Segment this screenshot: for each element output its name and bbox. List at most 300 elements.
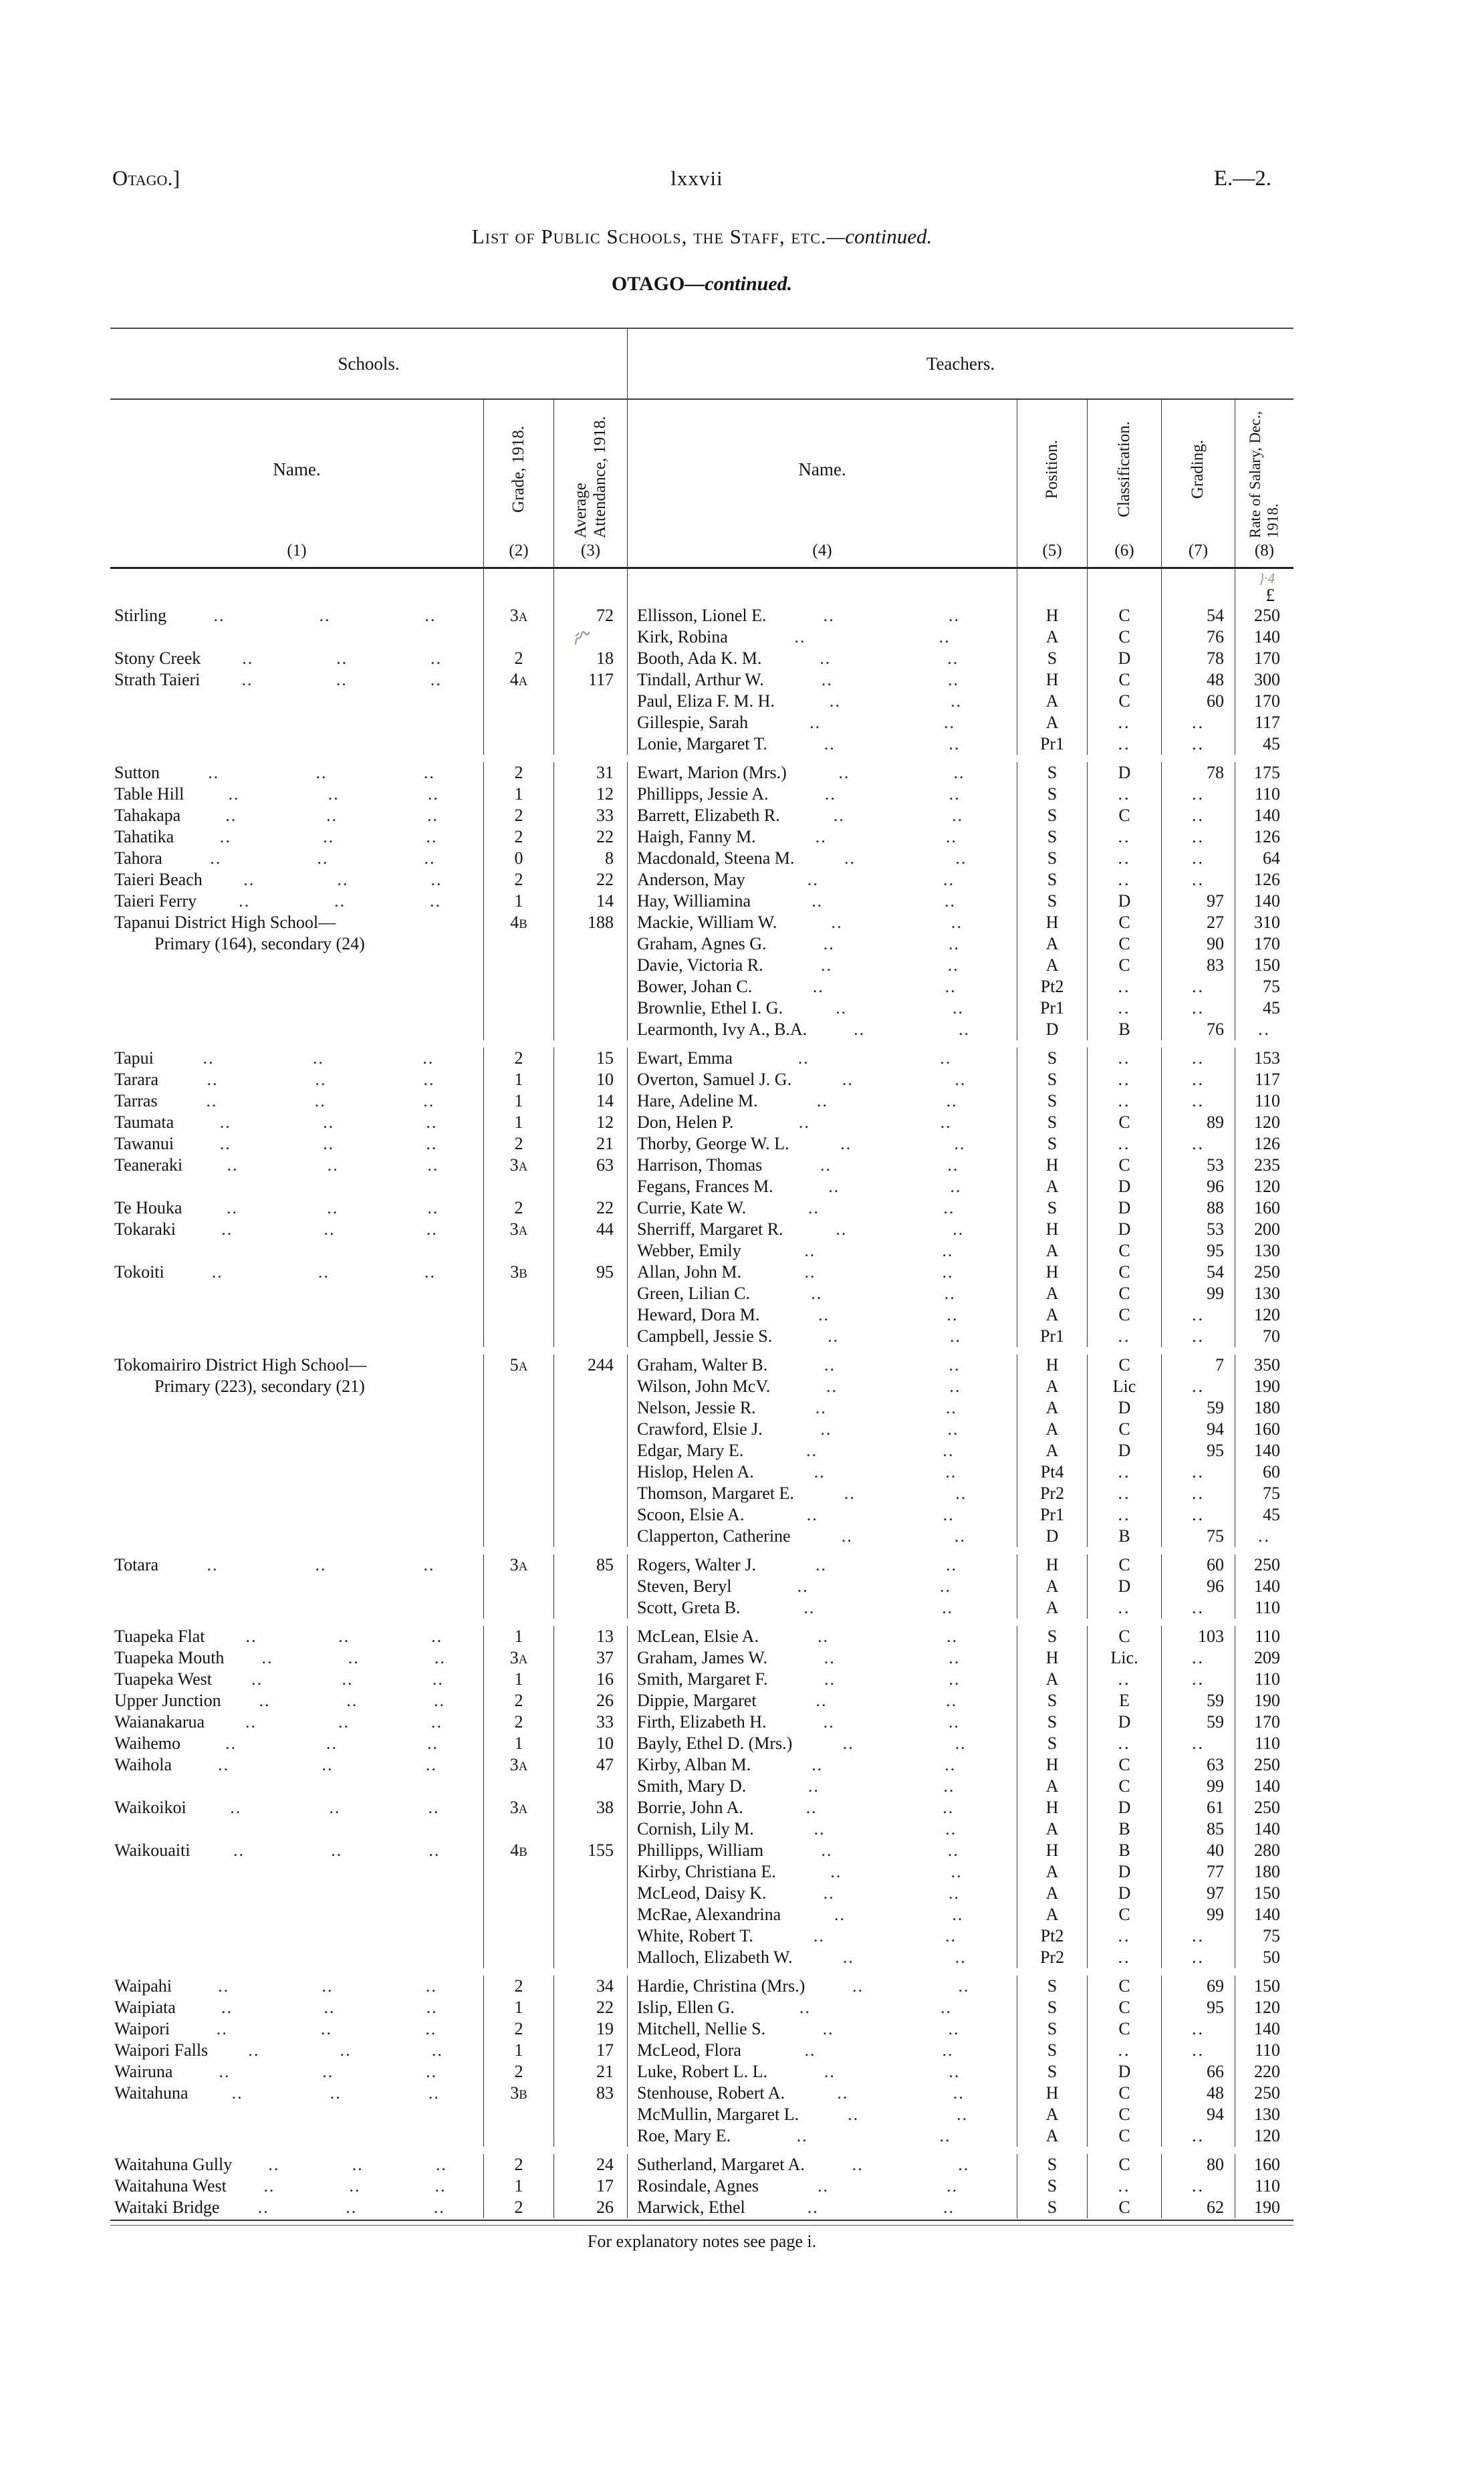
school-name: Table Hill	[114, 784, 184, 804]
attendance-cell	[553, 1776, 627, 1797]
position-cell: A	[1017, 1176, 1087, 1197]
leader-dots: ..	[948, 1712, 960, 1732]
column-number: (6)	[1114, 542, 1134, 560]
leader-dots: ..	[955, 1947, 967, 1967]
attendance-cell: 33	[553, 805, 627, 826]
attendance-cell: 15	[553, 1048, 627, 1069]
grade-cell: 3B	[483, 2083, 553, 2104]
grade-cell	[483, 1861, 553, 1883]
classification-cell: Lic.	[1087, 1647, 1161, 1669]
grade-cell	[483, 1483, 553, 1504]
classification-cell: D	[1087, 762, 1161, 784]
leader-dots: ..	[951, 913, 963, 932]
school-name-cell	[110, 1711, 483, 1733]
grading-cell: ..	[1161, 1069, 1235, 1090]
grading-cell: 96	[1161, 1176, 1235, 1197]
leader-dots: ..	[423, 1070, 435, 1089]
leader-dots: ..	[425, 1976, 437, 1996]
leader-dots: ..	[334, 891, 346, 911]
teacher-name-cell	[627, 1419, 1017, 1440]
leader-dots: ..	[841, 1526, 853, 1546]
leader-dots: ..	[219, 827, 231, 846]
salary-cell: 75	[1235, 976, 1293, 997]
position-cell: A	[1017, 1669, 1087, 1690]
leader-dots: ..	[349, 2176, 361, 2196]
attendance-cell	[553, 1883, 627, 1904]
grade-cell	[483, 1526, 553, 1547]
attendance-cell	[553, 1925, 627, 1947]
grade-cell: 2	[483, 1711, 553, 1733]
table-row	[110, 1754, 1293, 1776]
teacher-name: Marwick, Ethel	[637, 2198, 745, 2217]
salary-currency-cell	[1235, 569, 1293, 605]
classification-cell: D	[1087, 1861, 1161, 1883]
position-cell: A	[1017, 933, 1087, 955]
table-row	[110, 1069, 1293, 1090]
school-name-cell	[110, 1626, 483, 1647]
grade-cell: 2	[483, 762, 553, 784]
school-name-cell	[110, 1883, 483, 1904]
classification-cell: ..	[1087, 1925, 1161, 1947]
table-row	[110, 648, 1293, 669]
school-name-cell	[110, 1354, 483, 1376]
school-name: Teaneraki	[114, 1155, 183, 1175]
teacher-name-cell	[627, 2125, 1017, 2147]
column-number: (3)	[580, 542, 601, 560]
teacher-name: Allan, John M.	[637, 1262, 741, 1282]
school-name-cell	[110, 1219, 483, 1240]
leader-dots: ..	[947, 1419, 959, 1439]
teacher-name: Rosindale, Agnes	[637, 2176, 759, 2196]
classification-cell: C	[1087, 605, 1161, 626]
grading-cell: 59	[1161, 1397, 1235, 1419]
position-cell: H	[1017, 1354, 1087, 1376]
table-row	[110, 1883, 1293, 1904]
leader-dots: ..	[953, 998, 965, 1018]
classification-cell: C	[1087, 2154, 1161, 2175]
leader-dots: ..	[423, 1091, 435, 1110]
grade-cell: 4B	[483, 912, 553, 933]
position-cell: S	[1017, 2061, 1087, 2083]
school-name: Taumata	[114, 1112, 174, 1132]
grade-cell	[483, 712, 553, 733]
grade-cell	[483, 1176, 553, 1197]
leader-dots: ..	[315, 1070, 327, 1089]
leader-dots: ..	[322, 1976, 334, 1996]
leader-dots: ..	[259, 1691, 271, 1710]
teacher-name-cell	[627, 1197, 1017, 1219]
teacher-name-cell	[627, 1576, 1017, 1597]
leader-dots: ..	[949, 784, 961, 804]
leader-dots: ..	[331, 1841, 343, 1860]
leader-dots: ..	[434, 1648, 446, 1667]
salary-cell: 126	[1235, 1133, 1293, 1155]
leader-dots: ..	[842, 1947, 854, 1967]
table-row	[110, 976, 1293, 997]
salary-cell: 175	[1235, 762, 1293, 784]
school-name-cell	[110, 805, 483, 826]
teacher-name: Haigh, Fanny M.	[637, 827, 756, 846]
grade-cell: 3A	[483, 1647, 553, 1669]
school-name: Waipori Falls	[114, 2040, 209, 2060]
grading-cell: ..	[1161, 2125, 1235, 2147]
teacher-name-cell	[627, 1754, 1017, 1776]
leader-dots: ..	[206, 1091, 218, 1110]
leader-dots: ..	[330, 2083, 342, 2103]
table-row	[110, 933, 1293, 955]
attendance-cell: 38	[553, 1797, 627, 1818]
leader-dots: ..	[426, 1112, 438, 1132]
position-cell: S	[1017, 784, 1087, 805]
salary-cell: 45	[1235, 1504, 1293, 1526]
attendance-cell: 14	[553, 891, 627, 912]
classification-cell: ..	[1087, 784, 1161, 805]
school-name-cell	[110, 1554, 483, 1576]
leader-dots: ..	[426, 1134, 438, 1153]
leader-dots: ..	[815, 827, 827, 846]
classification-cell: ..	[1087, 997, 1161, 1019]
school-name-cell	[110, 1997, 483, 2018]
table-row	[110, 1397, 1293, 1419]
teacher-name: McLean, Elsie A.	[637, 1627, 759, 1646]
leader-dots: ..	[837, 2083, 849, 2103]
classification-cell: D	[1087, 1797, 1161, 1818]
teacher-name: Phillipps, William	[637, 1841, 764, 1860]
teacher-name: Macdonald, Steena M.	[637, 848, 795, 868]
leader-dots: ..	[812, 891, 824, 911]
teacher-name-cell	[627, 1304, 1017, 1326]
salary-cell: 120	[1235, 1304, 1293, 1326]
grading-cell: 53	[1161, 1155, 1235, 1176]
leader-dots: ..	[213, 606, 225, 625]
grading-cell: 78	[1161, 648, 1235, 669]
teacher-name-cell	[627, 1483, 1017, 1504]
teacher-name: Graham, James W.	[637, 1648, 767, 1667]
salary-cell: 126	[1235, 826, 1293, 848]
leader-dots: ..	[958, 1976, 970, 1996]
grade-cell	[483, 933, 553, 955]
teacher-name: Brownlie, Ethel I. G.	[637, 998, 783, 1018]
school-name-cell	[110, 1090, 483, 1112]
table-row	[110, 1947, 1293, 1968]
leader-dots: ..	[945, 827, 957, 846]
classification-cell: D	[1087, 1397, 1161, 1419]
column-number: (7)	[1188, 542, 1209, 560]
leader-dots: ..	[942, 1241, 954, 1260]
leader-dots: ..	[211, 1262, 223, 1282]
grade-cell	[483, 691, 553, 712]
position-cell: S	[1017, 1090, 1087, 1112]
leader-dots: ..	[231, 2083, 243, 2103]
salary-cell: 140	[1235, 2018, 1293, 2040]
school-name: Wairuna	[114, 2062, 173, 2081]
leader-dots: ..	[948, 1883, 960, 1903]
teacher-name-cell	[627, 2061, 1017, 2083]
attendance-cell: 24	[553, 2154, 627, 2175]
grade-cell	[483, 1019, 553, 1040]
leader-dots: ..	[829, 691, 841, 711]
grading-cell: 61	[1161, 1797, 1235, 1818]
leader-dots: ..	[943, 870, 955, 889]
teacher-name-cell	[627, 1048, 1017, 1069]
leader-dots: ..	[426, 2062, 438, 2081]
teacher-name-cell	[627, 1526, 1017, 1547]
position-cell: A	[1017, 1376, 1087, 1397]
attendance-cell	[553, 1397, 627, 1419]
teacher-name: McRae, Alexandrina	[637, 1905, 781, 1924]
leader-dots: ..	[824, 1669, 836, 1689]
grade-cell	[483, 733, 553, 755]
leader-dots: ..	[947, 2176, 958, 2196]
grading-cell: 76	[1161, 1019, 1235, 1040]
classification-cell: ..	[1087, 869, 1161, 891]
teacher-name-cell	[627, 1440, 1017, 1461]
school-name: Waihemo	[114, 1734, 180, 1753]
attendance-cell: 13	[553, 1626, 627, 1647]
teacher-name: Campbell, Jessie S.	[637, 1326, 773, 1346]
position-cell: H	[1017, 1840, 1087, 1861]
position-cell: H	[1017, 1554, 1087, 1576]
table-row	[110, 1526, 1293, 1547]
leader-dots: ..	[318, 1262, 330, 1282]
grade-cell	[483, 1597, 553, 1619]
position-cell: H	[1017, 1754, 1087, 1776]
leader-dots: ..	[844, 848, 856, 868]
grade-cell: 2	[483, 2018, 553, 2040]
salary-cell: 200	[1235, 1219, 1293, 1240]
leader-dots: ..	[824, 784, 836, 804]
leader-dots: ..	[823, 1712, 835, 1732]
salary-cell: 120	[1235, 2125, 1293, 2147]
leader-dots: ..	[803, 1598, 816, 1617]
leader-dots: ..	[955, 1734, 967, 1753]
classification-cell: ..	[1087, 1669, 1161, 1690]
position-cell: A	[1017, 1419, 1087, 1440]
grading-cell: ..	[1161, 848, 1235, 869]
leader-dots: ..	[945, 1398, 957, 1417]
attendance-cell: 117	[553, 669, 627, 691]
salary-cell: 110	[1235, 2175, 1293, 2197]
grade-cell	[483, 1947, 553, 1968]
attendance-cell: 10	[553, 1069, 627, 1090]
grade-cell: 2	[483, 2061, 553, 2083]
teacher-name-cell	[627, 626, 1017, 648]
grade-cell	[483, 1397, 553, 1419]
leader-dots: ..	[821, 1841, 833, 1860]
teacher-name-cell	[627, 848, 1017, 869]
school-name-cell	[110, 669, 483, 691]
position-cell: S	[1017, 869, 1087, 891]
leader-dots: ..	[955, 1070, 967, 1089]
school-name: Tokomairiro District High School—	[114, 1355, 367, 1375]
leader-dots: ..	[261, 1648, 273, 1667]
salary-cell: 160	[1235, 2154, 1293, 2175]
leader-dots: ..	[342, 1669, 354, 1689]
attendance-cell: 22	[553, 869, 627, 891]
grading-cell: 90	[1161, 933, 1235, 955]
teacher-name: Thomson, Margaret E.	[637, 1484, 794, 1503]
school-name-cell	[110, 1754, 483, 1776]
school-name-cell	[110, 912, 483, 933]
teacher-name: McLeod, Flora	[637, 2040, 741, 2060]
leader-dots: ..	[425, 1755, 437, 1774]
teacher-name: Wilson, John McV.	[637, 1377, 771, 1396]
school-name-cell	[110, 691, 483, 712]
leader-dots: ..	[949, 1355, 961, 1375]
attendance-cell	[553, 691, 627, 712]
grading-cell: ..	[1161, 869, 1235, 891]
attendance-cell: 95	[553, 1262, 627, 1283]
attendance-cell	[553, 1504, 627, 1526]
grading-cell: ..	[1161, 712, 1235, 733]
grading-cell: 75	[1161, 1526, 1235, 1547]
column-number: (8)	[1254, 542, 1275, 560]
leader-dots: ..	[257, 2198, 269, 2217]
classification-cell: ..	[1087, 733, 1161, 755]
teacher-name: Hare, Adeline M.	[637, 1091, 758, 1110]
salary-cell: ..	[1235, 1526, 1293, 1547]
leader-dots: ..	[945, 1819, 957, 1839]
classification-cell: D	[1087, 1440, 1161, 1461]
table-row	[110, 2083, 1293, 2104]
classification-cell: ..	[1087, 1947, 1161, 1968]
teacher-name-cell	[627, 1947, 1017, 1968]
leader-dots: ..	[218, 1755, 230, 1774]
leader-dots: ..	[959, 1020, 971, 1039]
grading-cell: 95	[1161, 1997, 1235, 2018]
grade-cell: 3A	[483, 1554, 553, 1576]
leader-dots: ..	[435, 2176, 447, 2196]
table-row	[110, 712, 1293, 733]
leader-dots: ..	[426, 1219, 438, 1239]
leader-dots: ..	[346, 2198, 358, 2217]
leader-dots: ..	[245, 1627, 257, 1646]
leader-dots: ..	[430, 891, 441, 911]
teacher-name: Kirby, Alban M.	[637, 1755, 751, 1774]
classification-cell: Lic	[1087, 1376, 1161, 1397]
teacher-name: McLeod, Daisy K.	[637, 1883, 767, 1903]
teacher-name: Tindall, Arthur W.	[637, 670, 764, 689]
leader-dots: ..	[207, 1555, 219, 1574]
leader-dots: ..	[808, 1198, 820, 1217]
position-cell: A	[1017, 1776, 1087, 1797]
position-cell: A	[1017, 691, 1087, 712]
classification-cell: C	[1087, 1976, 1161, 1997]
salary-cell: 140	[1235, 1776, 1293, 1797]
leader-dots: ..	[312, 1048, 324, 1068]
leader-dots: ..	[233, 1841, 245, 1860]
school-name-cell	[110, 1576, 483, 1597]
school-name-cell	[110, 2175, 483, 2197]
grading-cell: 40	[1161, 1840, 1235, 1861]
teacher-name-cell	[627, 1626, 1017, 1647]
salary-cell: 75	[1235, 1925, 1293, 1947]
school-name-cell	[110, 1304, 483, 1326]
table-row	[110, 669, 1293, 691]
school-name-cell	[110, 762, 483, 784]
classification-cell: C	[1087, 669, 1161, 691]
teacher-name: Rogers, Walter J.	[637, 1555, 756, 1574]
classification-cell: C	[1087, 2104, 1161, 2125]
teacher-name: Barrett, Elizabeth R.	[637, 806, 780, 825]
classification-cell: ..	[1087, 1733, 1161, 1754]
grade-cell: 2	[483, 1690, 553, 1711]
school-name-cell	[110, 1176, 483, 1197]
position-cell: S	[1017, 2018, 1087, 2040]
grading-cell: 27	[1161, 912, 1235, 933]
leader-dots: ..	[242, 648, 254, 668]
attendance-cell	[553, 1461, 627, 1483]
salary-cell: 180	[1235, 1861, 1293, 1883]
school-name-cell	[110, 1262, 483, 1283]
leader-dots: ..	[219, 2062, 231, 2081]
salary-cell: 140	[1235, 1576, 1293, 1597]
attendance-cell: 33	[553, 1711, 627, 1733]
classification-cell: C	[1087, 1419, 1161, 1440]
school-name-cell	[110, 2083, 483, 2104]
leader-dots: ..	[949, 1648, 961, 1667]
grading-cell: ..	[1161, 2175, 1235, 2197]
attendance-cell	[553, 1240, 627, 1262]
attendance-cell	[553, 569, 627, 605]
grading-cell: 77	[1161, 1861, 1235, 1883]
position-cell: S	[1017, 2175, 1087, 2197]
salary-cell: 180	[1235, 1397, 1293, 1419]
school-name: Upper Junction	[114, 1691, 221, 1710]
teacher-name: Graham, Walter B.	[637, 1355, 768, 1375]
leader-dots: ..	[431, 1627, 443, 1646]
group-header-teachers: Teachers.	[627, 329, 1293, 398]
school-name-cell	[110, 1155, 483, 1176]
school-name-cell	[110, 826, 483, 848]
classification-cell: ..	[1087, 1326, 1161, 1347]
grading-cell: ..	[1161, 1326, 1235, 1347]
grading-cell: 95	[1161, 1440, 1235, 1461]
position-cell: S	[1017, 1976, 1087, 1997]
salary-cell: 110	[1235, 1626, 1293, 1647]
attendance-cell: 19	[553, 2018, 627, 2040]
leader-dots: ..	[824, 2062, 836, 2081]
grade-cell: 3A	[483, 605, 553, 626]
table-column-headers	[110, 400, 1293, 569]
teacher-name-cell	[627, 733, 1017, 755]
leader-dots: ..	[953, 763, 965, 782]
leader-dots: ..	[219, 1134, 231, 1153]
table-row	[110, 1733, 1293, 1754]
classification-cell: C	[1087, 2018, 1161, 2040]
leader-dots: ..	[797, 1576, 809, 1596]
teacher-name: Anderson, May	[637, 870, 745, 889]
attendance-cell	[553, 626, 627, 648]
attendance-cell: 83	[553, 2083, 627, 2104]
leader-dots: ..	[828, 1177, 840, 1196]
position-cell: A	[1017, 1304, 1087, 1326]
leader-dots: ..	[950, 691, 962, 711]
salary-cell: 140	[1235, 1818, 1293, 1840]
table-row	[110, 1090, 1293, 1112]
school-name-cell	[110, 1904, 483, 1925]
leader-dots: ..	[807, 870, 819, 889]
grading-cell: ..	[1161, 1504, 1235, 1526]
school-name: Tarras	[114, 1091, 158, 1110]
teacher-name-cell	[627, 762, 1017, 784]
column-label: Grade, 1918.	[509, 426, 527, 513]
grade-cell: 2	[483, 1197, 553, 1219]
teacher-name: Smith, Mary D.	[637, 1776, 747, 1796]
attendance-cell: 12	[553, 784, 627, 805]
leader-dots: ..	[836, 998, 848, 1018]
teacher-name-cell	[627, 2154, 1017, 2175]
